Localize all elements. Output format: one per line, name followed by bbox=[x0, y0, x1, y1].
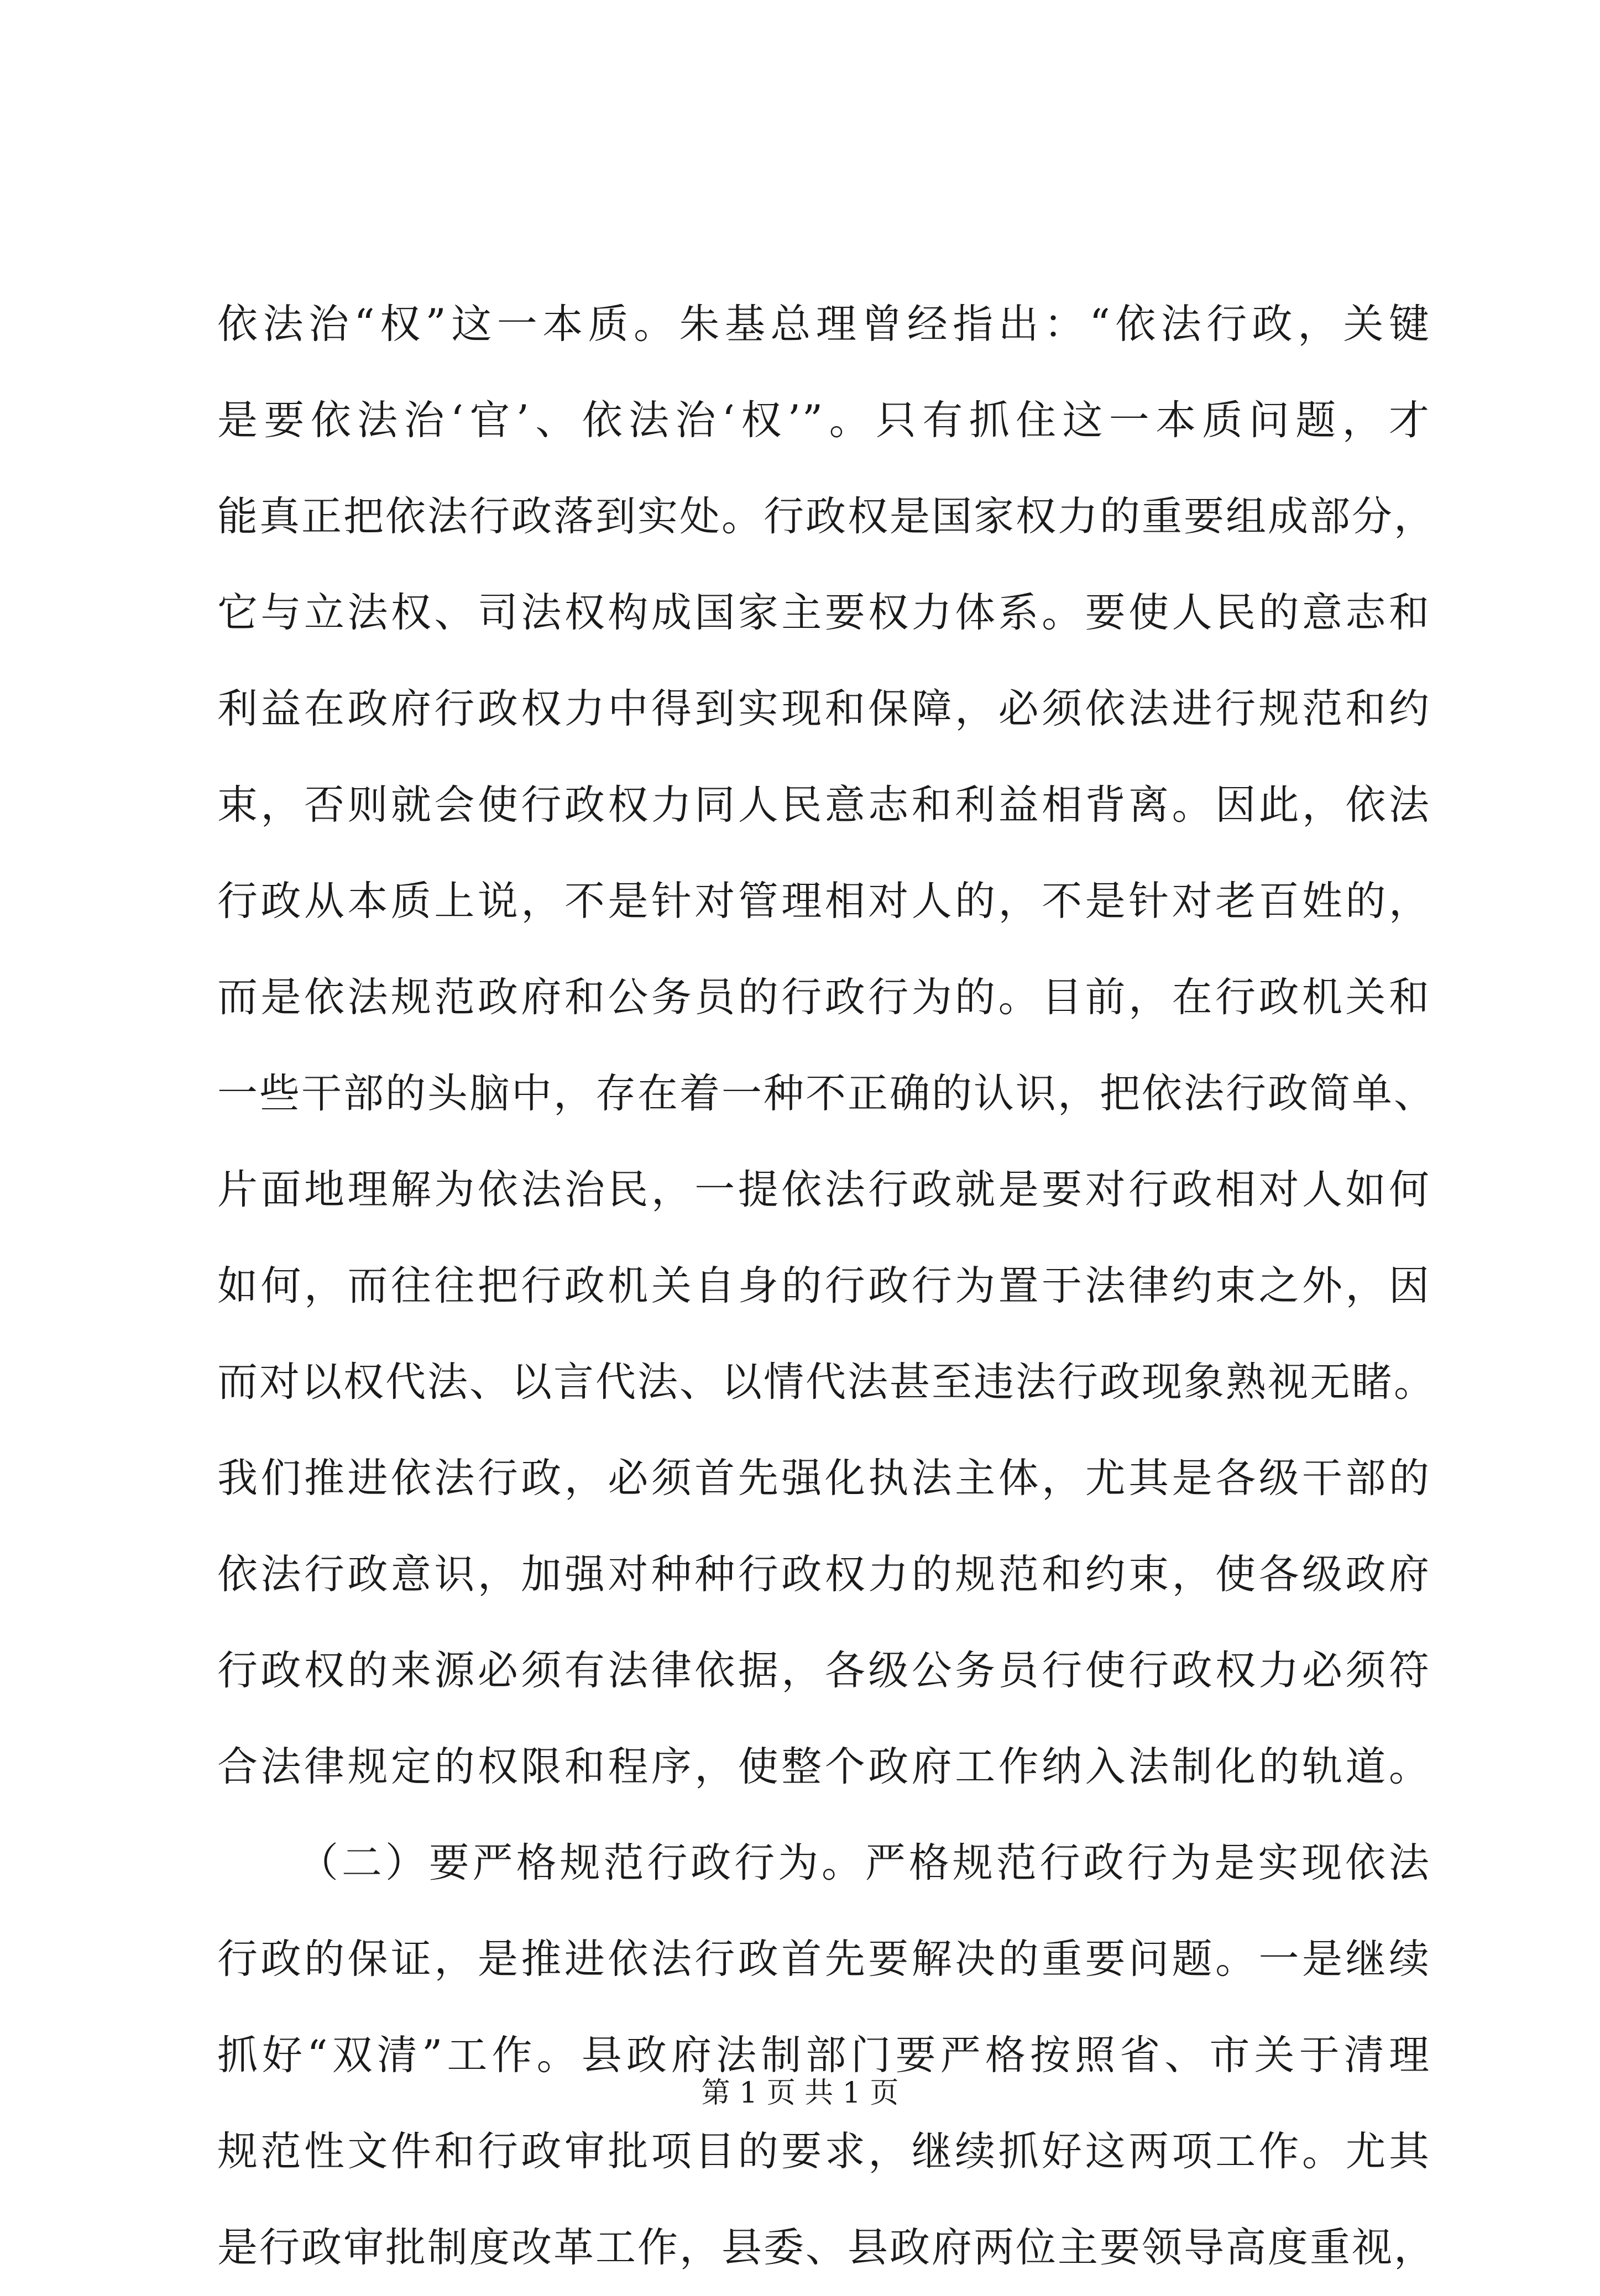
body-text bbox=[217, 276, 1436, 2296]
text-line: 规范性文件和行政审批项目的要求，继续抓好这两项工作。尤其 bbox=[217, 2128, 1431, 2175]
text-line: 利益在政府行政权力中得到实现和保障，必须依法进行规范和约 bbox=[217, 685, 1431, 732]
text-line: 行政的保证，是推进依法行政首先要解决的重要问题。一是继续 bbox=[217, 1936, 1431, 1983]
text-line: 是行政审批制度改革工作，县委、县政府两位主要领导高度重视， bbox=[217, 2224, 1436, 2271]
text-line: 束，否则就会使行政权力同人民意志和利益相背离。因此，依法 bbox=[217, 782, 1431, 829]
text-line: 抓好“双清”工作。县政府法制部门要严格按照省、市关于清理 bbox=[217, 2032, 1431, 2079]
text-line: 它与立法权、司法权构成国家主要权力体系。要使人民的意志和 bbox=[217, 589, 1431, 636]
text-line: 如何，而往往把行政机关自身的行政行为置于法律约束之外，因 bbox=[217, 1262, 1431, 1309]
text-line: 一些干部的头脑中，存在着一种不正确的认识，把依法行政简单、 bbox=[217, 1070, 1436, 1117]
page-footer: 第 1 页 共 1 页 bbox=[701, 2077, 899, 2110]
text-line: 我们推进依法行政，必须首先强化执法主体，尤其是各级干部的 bbox=[217, 1455, 1431, 1502]
text-line: 合法律规定的权限和程序，使整个政府工作纳入法制化的轨道。 bbox=[217, 1743, 1431, 1790]
text-line: 行政从本质上说，不是针对管理相对人的，不是针对老百姓的， bbox=[217, 878, 1431, 925]
paragraph-first-line: （二）要严格规范行政行为。严格规范行政行为是实现依法 bbox=[298, 1839, 1431, 1886]
text-line: 行政权的来源必须有法律依据，各级公务员行使行政权力必须符 bbox=[217, 1647, 1431, 1694]
text-line: 是要依法治‘官’、依法治‘权’”。只有抓住这一本质问题，才 bbox=[217, 397, 1431, 444]
text-line: 而对以权代法、以言代法、以情代法甚至违法行政现象熟视无睹。 bbox=[217, 1359, 1436, 1406]
text-line: 片面地理解为依法治民，一提依法行政就是要对行政相对人如何 bbox=[217, 1166, 1431, 1213]
text-line: 依法行政意识，加强对种种行政权力的规范和约束，使各级政府 bbox=[217, 1551, 1431, 1598]
text-line: 能真正把依法行政落到实处。行政权是国家权力的重要组成部分， bbox=[217, 493, 1436, 540]
text-line: 而是依法规范政府和公务员的行政行为的。目前，在行政机关和 bbox=[217, 974, 1431, 1021]
text-line: 依法治“权”这一本质。朱基总理曾经指出：“依法行政，关键 bbox=[217, 301, 1431, 348]
